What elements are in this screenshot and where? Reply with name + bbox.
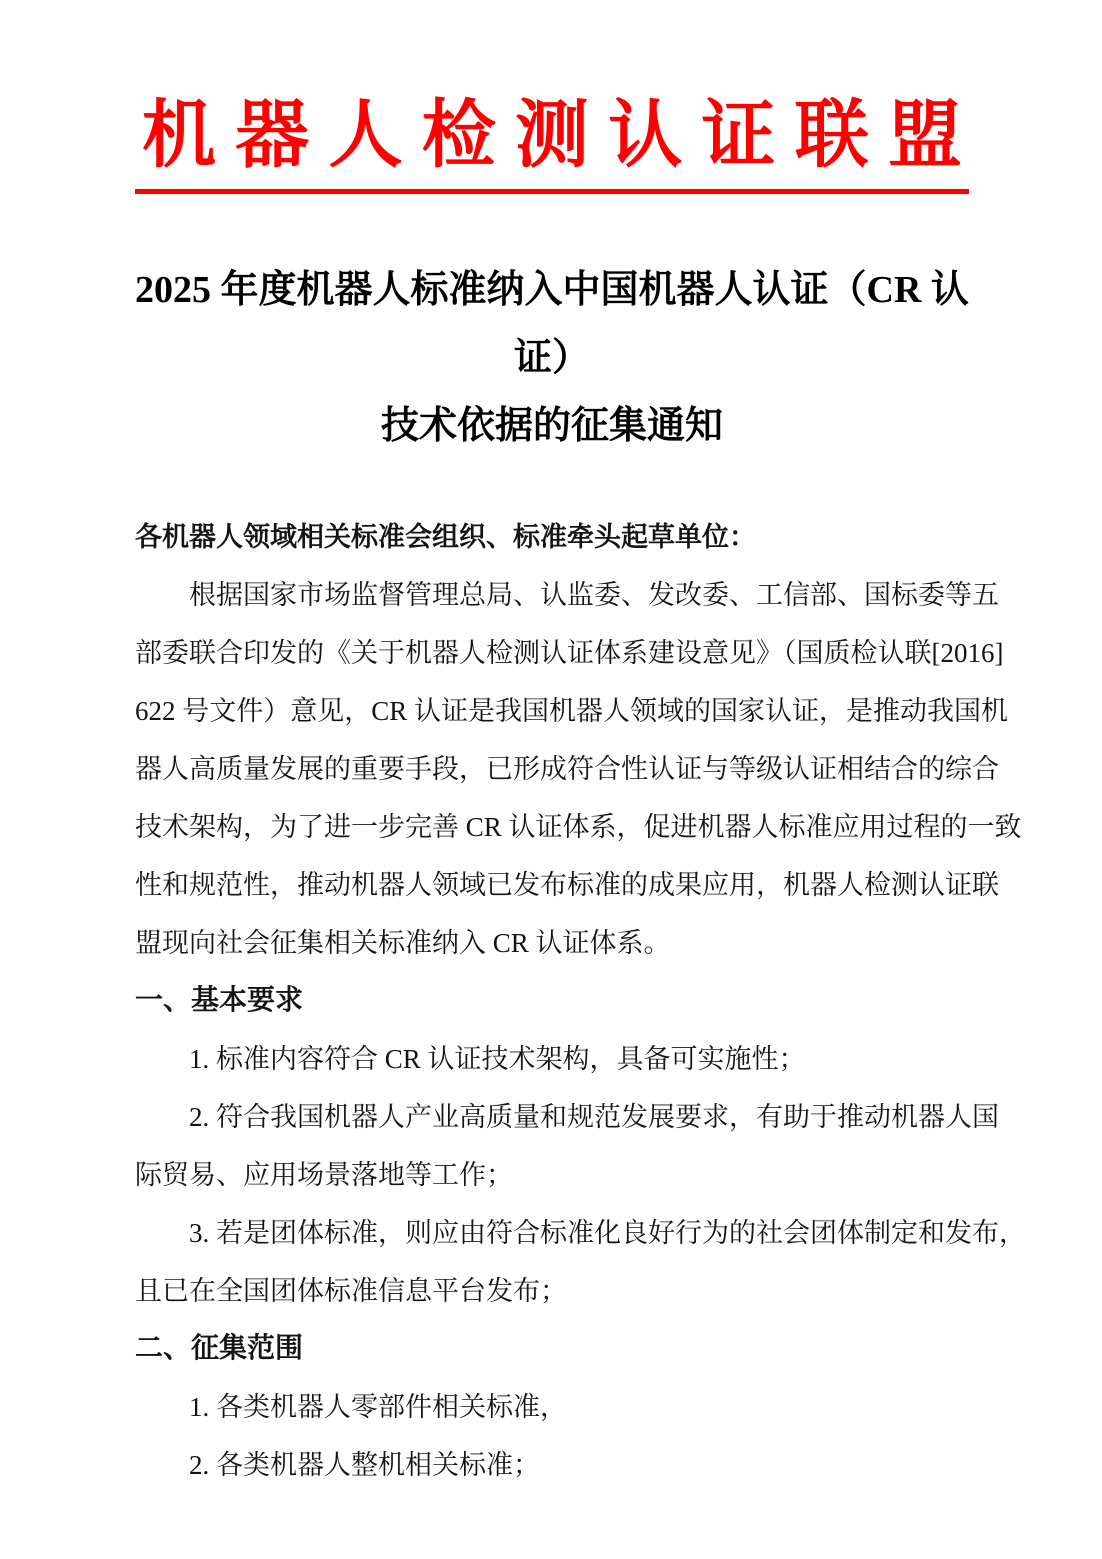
paragraph-line: 622 号文件）意见，CR 认证是我国机器人领域的国家认证，是推动我国机 — [135, 696, 1009, 727]
paragraph-line: 技术架构，为了进一步完善 CR 认证体系，促进机器人标准应用过程的一致 — [135, 812, 1022, 843]
paragraph-line: 器人高质量发展的重要手段，已形成符合性认证与等级认证相结合的综合 — [135, 754, 999, 785]
document-title — [135, 256, 969, 460]
list-item-line: 1. 标准内容符合 CR 认证技术架构，具备可实施性； — [189, 1044, 806, 1075]
list-item-line: 2. 符合我国机器人产业高质量和规范发展要求，有助于推动机器人国 — [189, 1102, 999, 1133]
document-title-line-1: 2025 年度机器人标准纳入中国机器人认证（CR 认证） — [135, 269, 969, 380]
list-item-line: 3. 若是团体标准，则应由符合标准化良好行为的社会团体制定和发布， — [189, 1218, 1026, 1249]
document-title-line-2: 技术依据的征集通知 — [380, 405, 723, 448]
paragraph-line: 部委联合印发的《关于机器人检测认证体系建设意见》（国质检认联[2016] — [135, 638, 1004, 669]
list-item-line: 1. 各类机器人零部件相关标准， — [189, 1392, 567, 1423]
section-heading-collection-scope: 二、征集范围 — [135, 1333, 304, 1365]
masthead-title: 机器人检测认证联盟 — [142, 93, 982, 176]
paragraph-line: 性和规范性，推动机器人领域已发布标准的成果应用，机器人检测认证联 — [135, 870, 999, 901]
salutation-line: 各机器人领域相关标准会组织、标准牵头起草单位： — [135, 522, 756, 553]
section-heading-basic-requirements: 一、基本要求 — [135, 985, 304, 1017]
list-item-line: 际贸易、应用场景落地等工作； — [135, 1160, 513, 1191]
paragraph-line: 盟现向社会征集相关标准纳入 CR 认证体系。 — [135, 928, 671, 959]
document-body — [135, 508, 1026, 1494]
masthead-rule — [135, 189, 969, 194]
list-item-line: 2. 各类机器人整机相关标准； — [189, 1450, 540, 1481]
masthead — [135, 0, 982, 194]
list-item-line: 且已在全国团体标准信息平台发布； — [135, 1276, 567, 1307]
paragraph-line: 根据国家市场监督管理总局、认监委、发改委、工信部、国标委等五 — [189, 580, 999, 611]
